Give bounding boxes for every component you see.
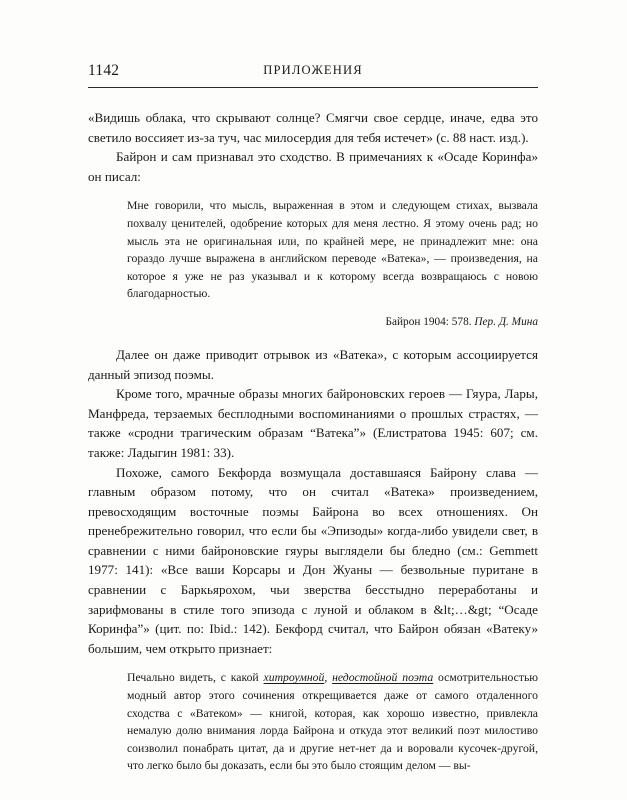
paragraph-byronic-heroes: Кроме того, мрачные образы многих байроновских героев — Гяура, Лары, Манфреда, терзаемых бесплодными воспоминаниями о прошлых страстях, — также «сродни трагическим образам “Ватека”» (Елистратова 1945: 607; см. также: Ладыгин 1981: 33).	[88, 386, 538, 460]
paragraph-quotation-intro: «Видишь облака, что скрывают солнце? Смягчи свое сердце, иначе, едва это светило воссияет из-за туч, час милосердия для тебя истечет» (с. 88 наст. изд.).	[88, 110, 538, 145]
running-head	[88, 62, 538, 96]
paragraph-byron-acknowledgement: Байрон и сам признавал это сходство. В примечаниях к «Осаде Коринфа» он писал:	[88, 149, 538, 184]
blockquote-beckford-segment-2: ,	[324, 671, 333, 685]
spacer-after-blockquote	[88, 330, 538, 345]
blockquote-beckford	[88, 669, 538, 775]
header-rule	[88, 87, 538, 88]
attribution-translator: Пер. Д. Мина	[474, 315, 538, 328]
paragraph-vathek-excerpt: Далее он даже приводит отрывок из «Ватека», с которым ассоциируется данный эпизод поэмы.	[88, 346, 538, 382]
blockquote-byron-note-text: Мне говорили, что мысль, выраженная в этом и следующем стихах, вызвала похвалу ценителей, одобрение которых для меня лестно. Я этому очень рад; но мысль эта не оригинальная или, по крайней мере, не принадлежит мне: она гораздо лучше выражена в английском переводе «Ватека», — произведения, на которое я уже не раз указывал и к которому всегда возвращаюсь с новою благодарностью.	[127, 199, 538, 301]
attribution-source: Байрон 1904: 578.	[385, 315, 475, 328]
page-number: 1142	[88, 62, 120, 79]
emphasis-hitroumnoy: хитроумной	[263, 671, 325, 685]
emphasis-nedostoynoy-poeta: недостойной поэта	[332, 671, 434, 685]
body-text	[88, 108, 538, 775]
running-head-title: ПРИЛОЖЕНИЯ	[263, 63, 363, 77]
blockquote-attribution	[127, 314, 538, 330]
blockquote-beckford-segment-1: Печально видеть, с какой	[127, 671, 264, 685]
paragraph-beckford-resentment: Похоже, самого Бекфорда возмущала доставшаяся Байрону слава — главным образом потому, что он считал «Ватека» произведением, превосходящим восточные поэмы Байрона во всех отношениях. Он пренебрежительно говорил, что если бы «Эпизоды» когда-либо увидели свет, в сравнении с ними байроновские гяуры выглядели бы бледно (см.: Gemmett 1977: 141): «Все ваши Корсары и Дон Жуаны — безвольные пуритане в сравнении с Баркьярохом, чьи зверства бесстыдно переработаны и зарифмованы в стиле того эпизода с луной и облаком в &lt;…&gt; “Осаде Коринфа”» (цит. по: Ibid.: 142). Бекфорд считал, что Байрон обязан «Ватеку» большим, чем открыто признает:	[88, 464, 538, 656]
blockquote-beckford-text	[127, 669, 538, 775]
blockquote-beckford-segment-3: осмотрительностью модный автор этого сочинения открещивается даже от самого отдаленного сходства с «Ватеком» — книгой, которая, как хорошо известно, привлекла немалую долю внимания лорда Байрона и откуда этот великий поэт милостиво соизволил понабрать цитат, да и другие нет-нет да и воровали кусочек-другой, что легко было бы доказать, если бы это было стоящим делом — вы-	[127, 671, 539, 773]
blockquote-byron-note	[88, 197, 538, 330]
page-content-column	[88, 0, 538, 775]
